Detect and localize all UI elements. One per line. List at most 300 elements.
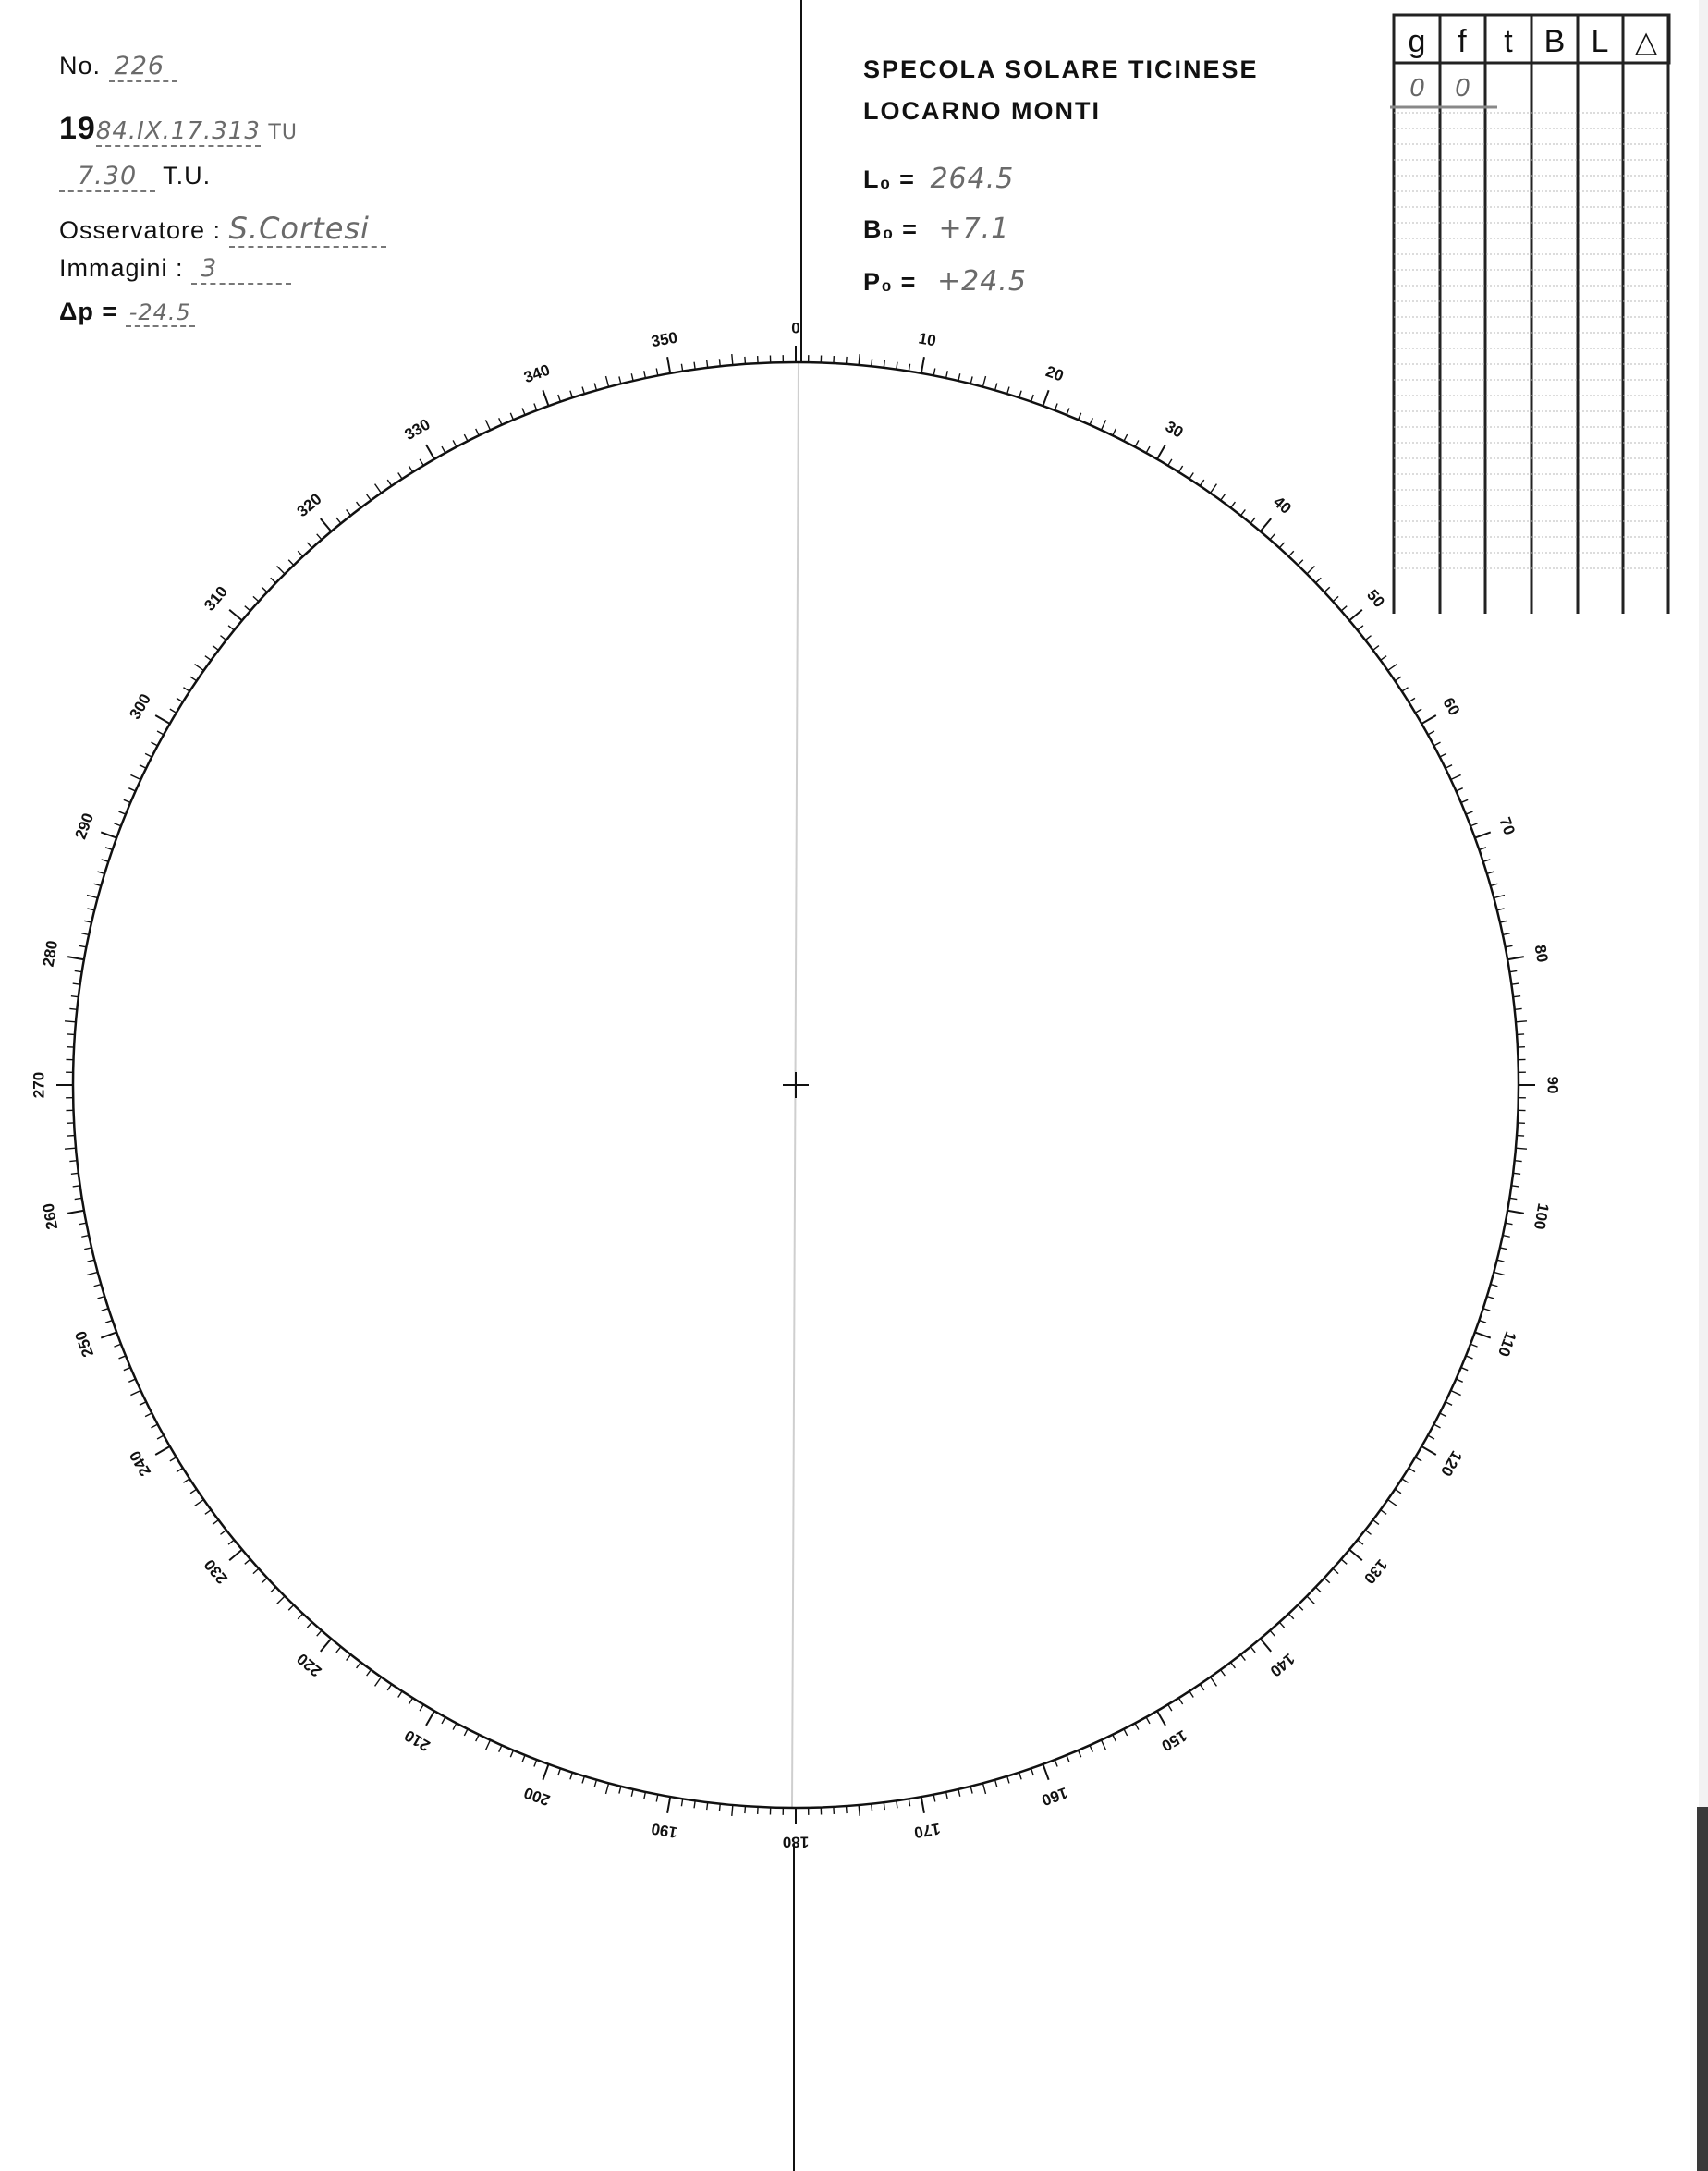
L0-field (863, 163, 1014, 195)
degree-tick (1446, 765, 1452, 769)
degree-tick (619, 1787, 621, 1794)
degree-tick (317, 534, 322, 540)
degree-tick (1516, 1148, 1527, 1149)
degree-tick (1124, 1729, 1128, 1736)
degree-tick (307, 1622, 311, 1628)
degree-tick (195, 1500, 204, 1506)
degree-tick (510, 1750, 513, 1757)
degree-tick (87, 909, 94, 910)
degree-tick (1146, 1717, 1150, 1724)
degree-tick (1500, 921, 1507, 922)
degree-tick (1494, 1272, 1505, 1275)
degree-tick (1440, 1413, 1446, 1417)
degree-tick (170, 1457, 177, 1461)
degree-tick (694, 362, 695, 370)
degree-tick (1031, 395, 1034, 402)
degree-tick (1316, 1587, 1322, 1592)
degree-tick (1434, 742, 1440, 746)
degree-tick (145, 1413, 152, 1417)
degree-tick (1055, 1760, 1057, 1766)
degree-tick (1517, 1136, 1524, 1137)
number-field (59, 52, 177, 82)
degree-tick (105, 1321, 113, 1323)
degree-label-60: 60 (1439, 694, 1464, 719)
degree-tick (1475, 1332, 1491, 1337)
degree-tick (1250, 1647, 1255, 1653)
degree-tick (1324, 587, 1330, 592)
degree-tick (1101, 420, 1105, 430)
degree-tick (1456, 788, 1462, 791)
degree-tick (1461, 1368, 1468, 1371)
degree-tick (398, 472, 402, 479)
degree-tick (1113, 1735, 1116, 1741)
degree-tick (1231, 1663, 1236, 1668)
degree-tick (119, 811, 126, 814)
degree-label-250: 250 (71, 1328, 98, 1360)
degree-tick (847, 1806, 848, 1813)
degree-tick (453, 440, 457, 446)
degree-label-350: 350 (650, 328, 679, 351)
degree-label-0: 0 (791, 319, 800, 337)
degree-tick (605, 376, 608, 387)
degree-tick (298, 551, 302, 556)
table-header-L: L (1591, 24, 1609, 59)
degree-tick (1043, 390, 1048, 406)
degree-tick (1190, 472, 1193, 479)
time-value: 7.30 (59, 162, 155, 192)
degree-tick (1146, 446, 1150, 453)
degree-tick (859, 1805, 860, 1816)
degree-tick (694, 1800, 695, 1808)
degree-label-40: 40 (1270, 493, 1295, 518)
degree-tick (1007, 1776, 1009, 1784)
degree-tick (522, 409, 525, 415)
degree-tick (1466, 1356, 1472, 1359)
disk-center-cross (783, 1072, 809, 1098)
degree-tick (1428, 731, 1434, 735)
degree-label-30: 30 (1162, 417, 1187, 442)
degree-tick (387, 480, 391, 486)
degree-tick (958, 1789, 960, 1797)
degree-tick (367, 1670, 372, 1676)
degree-tick (1507, 1211, 1524, 1214)
degree-tick (1466, 811, 1472, 814)
degree-tick (1349, 610, 1362, 621)
degree-label-180: 180 (782, 1833, 810, 1851)
degree-tick (288, 560, 294, 566)
P0-field (863, 265, 1027, 298)
degree-tick (1090, 1745, 1092, 1751)
degree-label-330: 330 (401, 415, 433, 445)
degree-tick (1506, 1223, 1513, 1225)
degree-label-110: 110 (1494, 1328, 1520, 1360)
degree-tick (101, 832, 116, 837)
degree-tick (67, 1136, 75, 1137)
degree-tick (409, 1698, 412, 1704)
degree-tick (464, 434, 468, 441)
degree-tick (398, 1691, 402, 1698)
degree-tick (157, 1435, 164, 1439)
degree-tick (1388, 1500, 1397, 1506)
degree-tick (140, 765, 146, 769)
degree-tick (114, 823, 120, 826)
degree-tick (1373, 1520, 1379, 1525)
degree-tick (1491, 884, 1498, 885)
degree-tick (1500, 1248, 1507, 1250)
degree-tick (71, 1173, 79, 1174)
degree-tick (1231, 502, 1236, 507)
degree-tick (933, 369, 935, 376)
degree-tick (426, 445, 434, 459)
degree-tick (485, 420, 490, 430)
degree-tick (101, 1332, 116, 1337)
degree-tick (177, 698, 183, 701)
degree-tick (67, 1211, 84, 1214)
degree-tick (1487, 872, 1494, 873)
degree-tick (1157, 445, 1165, 459)
degree-label-340: 340 (521, 360, 553, 387)
degree-tick (1409, 698, 1415, 701)
degree-tick (1298, 1605, 1303, 1611)
degree-tick (124, 799, 130, 802)
degree-label-120: 120 (1436, 1447, 1466, 1480)
degree-tick (220, 1530, 226, 1534)
degree-label-90: 90 (1543, 1076, 1562, 1094)
degree-tick (229, 1550, 242, 1561)
degree-tick (1513, 1173, 1520, 1174)
degree-tick (1497, 909, 1505, 910)
degree-tick (65, 1148, 76, 1149)
degree-tick (732, 1805, 733, 1816)
B0-field (863, 213, 1009, 245)
degree-tick (155, 1446, 170, 1455)
degree-tick (1483, 860, 1491, 861)
degree-tick (1307, 1596, 1314, 1604)
degree-tick (582, 387, 584, 395)
degree-label-100: 100 (1530, 1201, 1553, 1231)
degree-tick (476, 1735, 480, 1741)
degree-tick (1261, 1639, 1272, 1652)
number-value: 226 (109, 52, 178, 82)
degree-tick (644, 371, 646, 378)
degree-tick (1506, 945, 1513, 947)
solar-disk (0, 305, 1627, 1867)
degree-tick (69, 1161, 77, 1162)
degree-tick (442, 1717, 445, 1724)
degree-label-220: 220 (293, 1650, 325, 1680)
degree-tick (1157, 1711, 1165, 1726)
degree-label-320: 320 (293, 490, 325, 520)
degree-tick (145, 753, 152, 757)
degree-tick (859, 354, 860, 365)
date-century: 19 (59, 111, 96, 146)
degree-tick (543, 390, 548, 406)
degree-tick (1395, 677, 1401, 680)
degree-label-210: 210 (401, 1726, 433, 1755)
degree-tick (195, 665, 204, 671)
degree-tick (1479, 848, 1486, 850)
degree-tick (1211, 1677, 1217, 1687)
degree-tick (656, 369, 658, 376)
degree-label-300: 300 (126, 690, 155, 723)
degree-label-160: 160 (1039, 1783, 1070, 1810)
degree-tick (1240, 509, 1245, 515)
observatory-location: LOCARNO MONTI (863, 97, 1101, 125)
table-header-g: g (1408, 24, 1426, 59)
degree-tick (970, 376, 972, 384)
scan-edge-dark (1697, 1807, 1708, 2171)
degree-tick (1515, 1008, 1522, 1009)
degree-tick (170, 709, 177, 713)
degree-tick (681, 364, 682, 372)
degree-tick (71, 996, 79, 997)
degree-tick (982, 1783, 985, 1794)
degree-tick (1388, 665, 1397, 671)
degree-tick (140, 1402, 146, 1406)
degree-tick (707, 360, 708, 368)
degree-tick (69, 1008, 77, 1009)
degree-tick (1358, 626, 1363, 630)
degree-tick (745, 1806, 746, 1813)
degree-tick (102, 1309, 109, 1311)
degree-tick (1428, 1435, 1434, 1439)
degree-tick (67, 1034, 75, 1035)
degree-tick (534, 403, 537, 409)
degree-tick (75, 1198, 82, 1199)
degree-tick (946, 371, 948, 378)
degree-tick (420, 1704, 423, 1711)
degree-tick (1079, 1750, 1081, 1757)
degree-tick (1316, 578, 1322, 583)
degree-tick (1421, 715, 1436, 724)
degree-tick (1365, 1530, 1371, 1534)
degree-tick (220, 636, 226, 640)
degree-tick (1250, 518, 1255, 523)
degree-tick (1365, 636, 1371, 640)
degree-tick (262, 1578, 267, 1582)
degree-tick (1307, 567, 1314, 574)
degree-tick (1079, 413, 1081, 420)
degree-tick (1358, 1540, 1363, 1544)
degree-tick (1421, 1446, 1436, 1455)
degree-tick (114, 1344, 120, 1347)
degree-tick (1190, 1691, 1193, 1698)
degree-tick (1288, 551, 1293, 556)
degree-tick (1349, 1550, 1362, 1561)
degree-tick (245, 606, 250, 611)
degree-tick (499, 418, 502, 424)
degree-tick (75, 970, 82, 971)
degree-tick (409, 466, 412, 472)
degree-tick (253, 1568, 259, 1573)
degree-tick (1517, 1034, 1524, 1035)
degree-tick (1511, 983, 1519, 984)
degree-tick (102, 860, 109, 861)
bottom-meridian-line (793, 1844, 795, 2171)
degree-tick (1494, 895, 1505, 897)
degree-tick (213, 646, 218, 651)
degree-label-170: 170 (912, 1819, 942, 1842)
degree-tick (79, 945, 87, 947)
degree-label-280: 280 (39, 939, 62, 969)
degree-tick (262, 587, 267, 592)
degree-tick (1221, 1670, 1226, 1676)
degree-tick (1333, 1568, 1338, 1573)
degree-tick (570, 391, 572, 398)
degree-tick (1067, 409, 1069, 415)
degree-tick (128, 788, 135, 791)
degree-label-310: 310 (201, 582, 231, 615)
degree-tick (1043, 1764, 1048, 1780)
P0-value: +24.5 (936, 265, 1027, 298)
degree-label-20: 20 (1043, 362, 1067, 385)
degree-tick (476, 429, 480, 435)
degree-tick (1483, 1309, 1491, 1311)
degree-tick (485, 1740, 490, 1750)
degree-tick (631, 1789, 633, 1797)
degree-tick (1055, 403, 1057, 409)
degree-tick (543, 1764, 548, 1780)
degree-tick (336, 1647, 341, 1653)
degree-tick (1402, 688, 1409, 691)
degree-tick (1279, 1622, 1284, 1628)
degree-tick (1446, 1402, 1452, 1406)
degree-tick (510, 413, 513, 420)
degree-tick (87, 895, 98, 897)
degree-tick (732, 354, 733, 365)
observatory-name: SPECOLA SOLARE TICINESE (863, 55, 1259, 83)
degree-tick (1031, 1768, 1034, 1775)
degree-tick (357, 1663, 361, 1668)
degree-label-240: 240 (126, 1447, 155, 1480)
degree-tick (228, 1540, 234, 1544)
degree-tick (1434, 1424, 1440, 1428)
degree-tick (707, 1802, 708, 1810)
degree-tick (1221, 494, 1226, 500)
degree-tick (982, 376, 985, 387)
degree-tick (155, 715, 170, 724)
degree-tick (1007, 387, 1009, 395)
degree-label-150: 150 (1158, 1726, 1190, 1755)
degree-tick (745, 357, 746, 364)
degree-tick (130, 1390, 140, 1395)
degree-tick (79, 1223, 87, 1225)
degree-tick (1113, 429, 1116, 435)
degree-tick (1019, 391, 1021, 398)
degree-tick (347, 509, 351, 515)
degree-label-260: 260 (39, 1201, 62, 1231)
degree-tick (81, 1236, 89, 1238)
degree-tick (958, 373, 960, 381)
degree-tick (67, 957, 84, 959)
degree-tick (357, 502, 361, 507)
degree-tick (98, 1297, 105, 1299)
degree-tick (347, 1654, 351, 1660)
degree-tick (464, 1729, 468, 1736)
degree-tick (157, 731, 164, 735)
degree-tick (1324, 1578, 1330, 1582)
degree-tick (1341, 1559, 1347, 1564)
degree-tick (1491, 1285, 1498, 1287)
L0-value: 264.5 (930, 163, 1015, 195)
degree-tick (105, 848, 113, 850)
degree-tick (205, 656, 211, 661)
degree-tick (426, 1711, 434, 1726)
degree-tick (277, 567, 285, 574)
degree-tick (946, 1792, 948, 1799)
degree-tick (594, 1780, 596, 1787)
degree-tick (1135, 1723, 1139, 1729)
degree-tick (970, 1787, 972, 1794)
degree-tick (1402, 1479, 1409, 1482)
degree-tick (1090, 418, 1092, 424)
degree-tick (933, 1795, 935, 1802)
degree-tick (177, 1468, 183, 1471)
degree-tick (1270, 534, 1275, 540)
degree-tick (1509, 1198, 1517, 1199)
degree-tick (277, 1596, 285, 1604)
degree-tick (375, 484, 382, 494)
date-value: 84.IX.17.313 (95, 117, 261, 145)
degree-tick (1513, 996, 1520, 997)
degree-tick (1381, 656, 1386, 661)
degree-tick (1515, 1161, 1522, 1162)
degree-label-50: 50 (1363, 586, 1388, 611)
degree-tick (317, 1630, 322, 1636)
degree-tick (336, 518, 341, 523)
degree-tick (1440, 753, 1446, 757)
degree-tick (1381, 1510, 1386, 1515)
degree-tick (94, 1285, 102, 1287)
table-header-t: t (1504, 24, 1513, 59)
degree-tick (1415, 1457, 1421, 1461)
images-field (59, 254, 291, 285)
degree-tick (420, 459, 423, 466)
degree-tick (245, 1559, 250, 1564)
degree-tick (1503, 1236, 1510, 1238)
degree-tick (1261, 518, 1272, 531)
date-suffix: TU (268, 121, 298, 144)
images-label: Immagini : (59, 254, 184, 282)
degree-tick (1373, 646, 1379, 651)
time-unit: T.U. (163, 162, 212, 189)
degree-tick (205, 1510, 211, 1515)
degree-tick (1240, 1654, 1245, 1660)
degree-tick (87, 1260, 94, 1262)
delta-p-label: Δp = (59, 298, 118, 325)
degree-tick (213, 1520, 218, 1525)
observer-label: Osservatore : (59, 216, 222, 244)
degree-tick (1451, 1390, 1461, 1395)
P0-label: P₀ = (863, 268, 917, 296)
table-header-B: B (1543, 24, 1566, 59)
table-cell-f: 0 (1455, 73, 1470, 102)
degree-tick (631, 373, 633, 381)
degree-tick (1178, 1698, 1182, 1704)
images-value: 3 (191, 254, 291, 285)
degree-tick (1288, 1614, 1293, 1619)
degree-tick (1168, 459, 1172, 466)
degree-tick (151, 742, 157, 746)
degree-tick (151, 1424, 157, 1428)
degree-tick (667, 357, 670, 373)
degree-tick (570, 1773, 572, 1780)
degree-tick (1200, 480, 1203, 486)
degree-tick (453, 1723, 457, 1729)
B0-value: +7.1 (938, 213, 1010, 245)
degree-tick (1487, 1297, 1494, 1299)
degree-tick (190, 677, 197, 680)
